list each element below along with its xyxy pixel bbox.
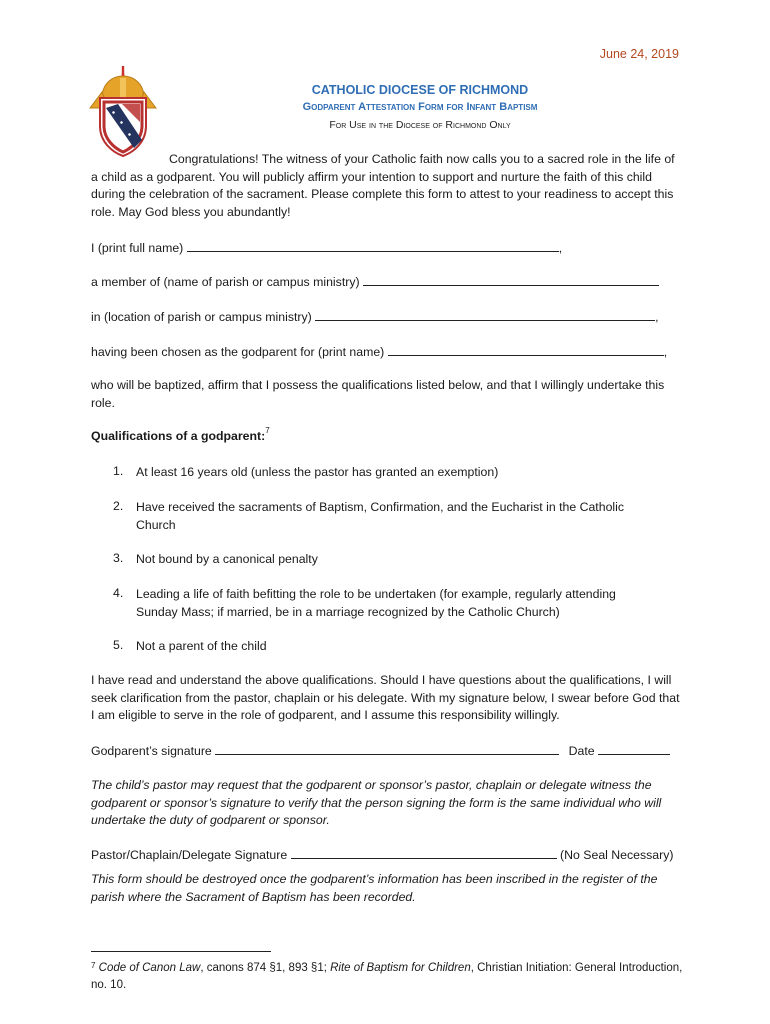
date-input[interactable] bbox=[598, 742, 670, 755]
no-seal-note: (No Seal Necessary) bbox=[560, 848, 674, 862]
full-name-comma: , bbox=[558, 241, 563, 255]
parish-label: a member of (name of parish or campus ministry) bbox=[91, 275, 360, 289]
parish-input[interactable] bbox=[363, 273, 659, 286]
footnote-rest: , Christian Initiation: General Introduction, no. 10. bbox=[91, 962, 683, 991]
footnote-canons: , canons 874 §1, 893 §1; bbox=[200, 962, 331, 974]
footnote-divider bbox=[91, 951, 271, 952]
location-line bbox=[91, 308, 683, 324]
pastor-note: The child’s pastor may request that the godparent or sponsor’s pastor, chaplain or delegate witness the godparent or sponsor’s signature to verify that the person signing the form is the same individual who will undertake the duty of godparent or sponsor. bbox=[91, 778, 662, 827]
full-name-label: I (print full name) bbox=[91, 241, 184, 255]
qual-1-text: At least 16 years old (unless the pastor has granted an exemption) bbox=[136, 465, 499, 479]
location-label: in (location of parish or campus ministry) bbox=[91, 310, 312, 324]
pastor-signature-label: Pastor/Chaplain/Delegate Signature bbox=[91, 848, 288, 862]
qual-2-num: 2. bbox=[113, 499, 124, 513]
footnote-rite: Rite of Baptism for Children bbox=[330, 962, 471, 974]
qualifications-heading bbox=[91, 426, 683, 443]
chosen-label: having been chosen as the godparent for (print name) bbox=[91, 345, 385, 359]
godparent-signature-label: Godparent’s signature bbox=[91, 744, 212, 758]
qualifications-heading-text: Qualifications of a godparent: bbox=[91, 429, 266, 443]
qual-5-text: Not a parent of the child bbox=[136, 639, 267, 653]
qual-2-text: Have received the sacraments of Baptism, Confirmation, and the Eucharist in the Catholic Church bbox=[136, 500, 625, 532]
destroy-note: This form should be destroyed once the godparent’s information has been inscribed in the register of the parish where the Sacrament of Baptism has been recorded. bbox=[91, 872, 658, 904]
pastor-signature-input[interactable] bbox=[291, 846, 557, 859]
parish-line bbox=[91, 273, 683, 289]
qual-4-num: 4. bbox=[113, 586, 124, 600]
child-name-input[interactable] bbox=[388, 343, 664, 356]
affirm-paragraph: who will be baptized, affirm that I possess the qualifications listed below, and that I willingly undertake this role. bbox=[91, 378, 665, 410]
full-name-input[interactable] bbox=[187, 239, 559, 252]
qual-4-text: Leading a life of faith befitting the role to be undertaken (for example, regularly attending Sunday Mass; if married, be in a marriage recognized by the Catholic Church) bbox=[136, 587, 616, 619]
location-comma: , bbox=[655, 310, 659, 324]
qual-3-text: Not bound by a canonical penalty bbox=[136, 552, 318, 566]
chosen-comma: , bbox=[663, 345, 668, 359]
footnote-number: 7 bbox=[91, 961, 96, 970]
location-input[interactable] bbox=[315, 308, 655, 321]
footnote-ref: 7 bbox=[265, 426, 270, 435]
godparent-signature-line bbox=[91, 742, 683, 758]
document-date: June 24, 2019 bbox=[599, 47, 679, 61]
qual-1-num: 1. bbox=[113, 464, 124, 478]
chosen-line bbox=[91, 343, 683, 359]
qual-5-num: 5. bbox=[113, 638, 124, 652]
form-subtitle: For Use in the Diocese of Richmond Only bbox=[329, 119, 511, 131]
intro-paragraph: Congratulations! The witness of your Catholic faith now calls you to a sacred role in the life of a child as a godparent. You will publicly affirm your intention to support and nurture the faith of this child during the celebration of the sacrament. Please complete this form to attest to your readiness to accept this role. May God bless you abundantly! bbox=[91, 152, 675, 219]
org-title: CATHOLIC DIOCESE OF RICHMOND bbox=[311, 83, 529, 97]
declaration-paragraph: I have read and understand the above qualifications. Should I have questions about the qualifications, I will seek clarification from the pastor, chaplain or his delegate. With my signature below, I swear before God that I am eligible to serve in the role of godparent, and I assume this responsibility willingly. bbox=[91, 673, 680, 722]
qual-3-num: 3. bbox=[113, 551, 124, 565]
footnote-code: Code of Canon Law bbox=[98, 962, 201, 974]
pastor-signature-line bbox=[91, 846, 683, 862]
full-name-line bbox=[91, 239, 683, 255]
godparent-signature-input[interactable] bbox=[215, 742, 559, 755]
form-title: Godparent Attestation Form for Infant Baptism bbox=[302, 101, 538, 113]
date-label: Date bbox=[568, 744, 595, 758]
footnote bbox=[91, 960, 691, 994]
